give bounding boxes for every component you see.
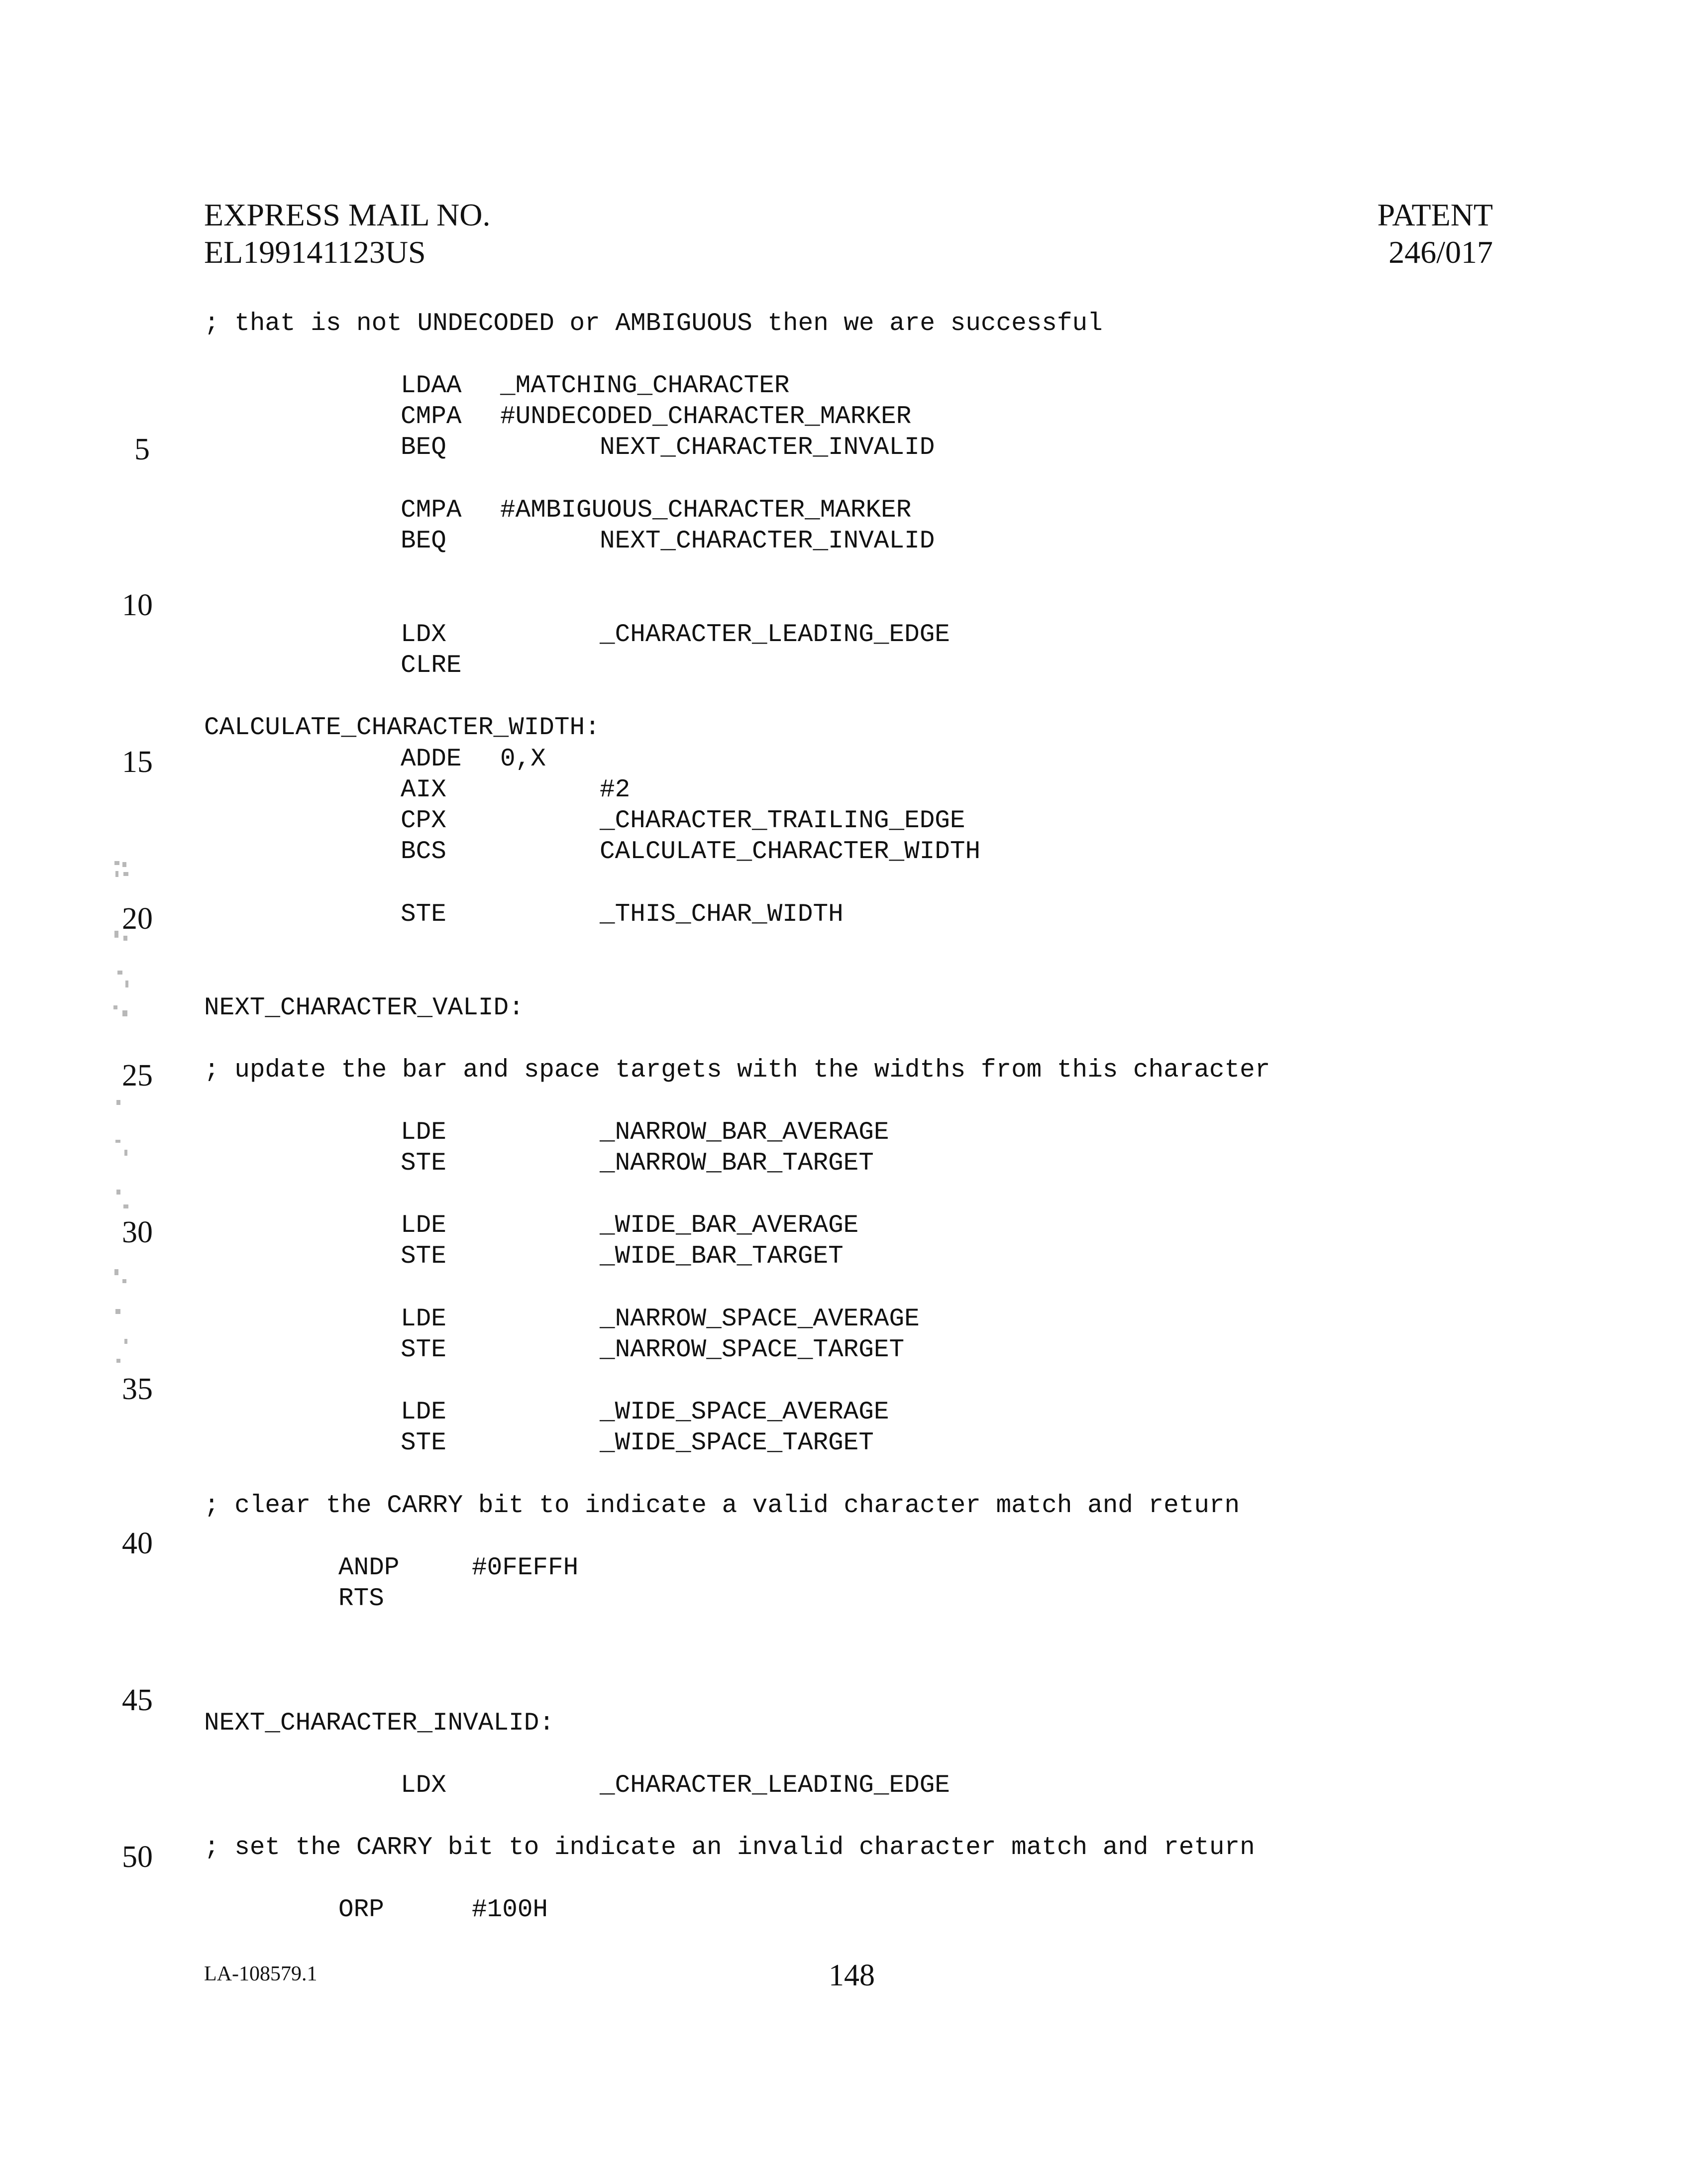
line-number-10: 10 xyxy=(122,588,153,622)
opcode: LDAA xyxy=(401,372,462,400)
comment-set-carry: ; set the CARRY bit to indicate an invalid character match and return xyxy=(204,1834,1255,1862)
opcode: BEQ xyxy=(401,527,446,555)
operand: #UNDECODED_CHARACTER_MARKER xyxy=(500,403,912,431)
operand: _NARROW_SPACE_AVERAGE xyxy=(600,1305,920,1333)
line-number-20: 20 xyxy=(122,902,153,936)
label-next-character-invalid: NEXT_CHARACTER_INVALID: xyxy=(204,1709,554,1738)
line-number-50: 50 xyxy=(122,1840,153,1874)
opcode: STE xyxy=(401,1242,446,1271)
opcode: CMPA xyxy=(401,403,462,431)
opcode: LDX xyxy=(401,621,446,649)
operand: _NARROW_SPACE_TARGET xyxy=(600,1336,905,1364)
operand: #0FEFFH xyxy=(472,1554,579,1582)
operand: _CHARACTER_LEADING_EDGE xyxy=(600,1771,950,1800)
operand: _CHARACTER_LEADING_EDGE xyxy=(600,621,950,649)
opcode: ANDP xyxy=(338,1554,400,1582)
line-number-5: 5 xyxy=(134,433,150,466)
line-number-35: 35 xyxy=(122,1372,153,1406)
comment-update-targets: ; update the bar and space targets with the widths from this character xyxy=(204,1056,1270,1085)
operand: NEXT_CHARACTER_INVALID xyxy=(600,527,935,555)
opcode: BCS xyxy=(401,838,446,866)
opcode: CMPA xyxy=(401,496,462,525)
scan-noise-marks xyxy=(106,861,140,1384)
header-express-mail-number: EL199141123US xyxy=(204,234,426,270)
opcode: STE xyxy=(401,900,446,929)
opcode: RTS xyxy=(338,1585,384,1613)
operand: #2 xyxy=(600,776,631,804)
operand: NEXT_CHARACTER_INVALID xyxy=(600,434,935,462)
operand: _MATCHING_CHARACTER xyxy=(500,372,790,400)
comment-success-check: ; that is not UNDECODED or AMBIGUOUS then we are successful xyxy=(204,310,1103,338)
operand: _WIDE_SPACE_AVERAGE xyxy=(600,1398,889,1426)
operand: _WIDE_BAR_AVERAGE xyxy=(600,1211,859,1240)
operand: _NARROW_BAR_TARGET xyxy=(600,1149,874,1178)
opcode: BEQ xyxy=(401,434,446,462)
opcode: STE xyxy=(401,1336,446,1364)
opcode: AIX xyxy=(401,776,446,804)
header-express-mail-label: EXPRESS MAIL NO. xyxy=(204,197,491,232)
opcode: STE xyxy=(401,1429,446,1457)
line-number-40: 40 xyxy=(122,1527,153,1560)
opcode: ORP xyxy=(338,1896,384,1924)
line-number-45: 45 xyxy=(122,1683,153,1717)
header-patent-label: PATENT xyxy=(1377,197,1493,232)
footer-document-id: LA-108579.1 xyxy=(204,1963,317,1985)
line-number-15: 15 xyxy=(122,745,153,779)
operand: _NARROW_BAR_AVERAGE xyxy=(600,1118,889,1147)
opcode: ADDE xyxy=(401,745,462,773)
operand: _CHARACTER_TRAILING_EDGE xyxy=(600,807,965,835)
line-number-25: 25 xyxy=(122,1059,153,1092)
opcode: LDE xyxy=(401,1305,446,1333)
header-docket-number: 246/017 xyxy=(1388,234,1493,270)
opcode: LDE xyxy=(401,1211,446,1240)
opcode: LDX xyxy=(401,1771,446,1800)
opcode: LDE xyxy=(401,1118,446,1147)
opcode: STE xyxy=(401,1149,446,1178)
opcode: CLRE xyxy=(401,652,462,680)
line-number-30: 30 xyxy=(122,1215,153,1249)
label-calculate-character-width: CALCULATE_CHARACTER_WIDTH: xyxy=(204,714,600,742)
comment-clear-carry: ; clear the CARRY bit to indicate a valid character match and return xyxy=(204,1492,1240,1520)
operand: CALCULATE_CHARACTER_WIDTH xyxy=(600,838,981,866)
operand: _THIS_CHAR_WIDTH xyxy=(600,900,844,929)
operand: #AMBIGUOUS_CHARACTER_MARKER xyxy=(500,496,912,525)
operand: _WIDE_SPACE_TARGET xyxy=(600,1429,874,1457)
page-number: 148 xyxy=(829,1959,875,1992)
opcode: LDE xyxy=(401,1398,446,1426)
operand: #100H xyxy=(472,1896,548,1924)
label-next-character-valid: NEXT_CHARACTER_VALID: xyxy=(204,994,524,1022)
operand: 0,X xyxy=(500,745,546,773)
opcode: CPX xyxy=(401,807,446,835)
operand: _WIDE_BAR_TARGET xyxy=(600,1242,844,1271)
